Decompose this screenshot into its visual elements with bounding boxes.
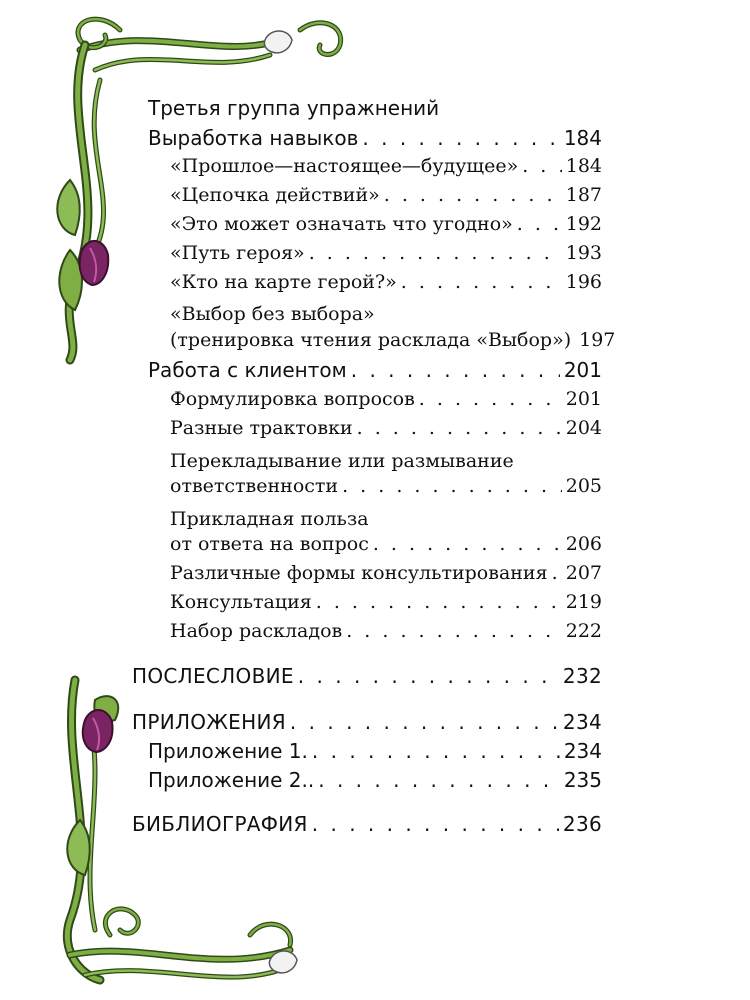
leader-dots [346, 620, 562, 642]
toc-entry-title: БИБЛИОГРАФИЯ [132, 812, 308, 836]
toc-entry[interactable] [170, 620, 602, 652]
toc-entry[interactable] [148, 768, 602, 800]
leader-dots [342, 475, 562, 497]
toc-entry-title: Разные трактовки [170, 417, 353, 439]
toc-entry[interactable] [132, 664, 602, 696]
toc-entry[interactable] [148, 358, 602, 390]
toc-entry-title: ПОСЛЕСЛОВИЕ [132, 664, 294, 688]
toc-entry-page: 207 [565, 562, 602, 584]
toc-entry-title: (тренировка чтения расклада «Выбор») [170, 329, 572, 351]
toc-entry-page: 197 [579, 329, 616, 351]
toc-entry-page: 204 [565, 417, 602, 439]
toc-entry-page: 222 [565, 620, 602, 642]
toc-entry[interactable] [170, 213, 602, 245]
toc-entry-page: 206 [565, 533, 602, 555]
toc-entry-page: 234 [562, 710, 602, 734]
toc-entry-page: 192 [565, 213, 602, 235]
leader-dots [316, 591, 562, 613]
toc-entry[interactable] [170, 533, 602, 565]
toc-entry-title: ПРИЛОЖЕНИЯ [132, 710, 286, 734]
toc-entry-page: 196 [565, 271, 602, 293]
toc-entry-title-line1: «Выбор без выбора» [170, 303, 375, 325]
toc-entry[interactable] [170, 417, 602, 449]
leader-dots [552, 562, 562, 584]
toc-entry-page: 201 [563, 358, 602, 382]
toc-entry-page: 235 [563, 768, 602, 792]
toc-entry[interactable] [148, 739, 602, 771]
toc-entry-title: Различные формы консультирования [170, 562, 548, 584]
toc-entry[interactable] [170, 329, 616, 361]
toc-entry-page: 193 [565, 242, 602, 264]
leader-dots [351, 358, 560, 382]
toc-entry-page: 201 [565, 388, 602, 410]
leader-dots [401, 271, 562, 293]
toc-entry-title: Выработка навыков [148, 126, 359, 150]
toc-entry-title: «Цепочка действий» [170, 184, 380, 206]
leader-dots [384, 184, 562, 206]
toc-entry[interactable] [170, 388, 602, 420]
leader-dots [290, 710, 559, 734]
leader-dots [312, 812, 559, 836]
toc-entry-title: Приложение 2.. [148, 768, 315, 792]
leader-dots [419, 388, 562, 410]
toc-entry[interactable] [170, 155, 602, 187]
leader-dots [357, 417, 562, 439]
toc-entry-title: Приложение 1. [148, 739, 308, 763]
toc-entry-page: 184 [563, 126, 602, 150]
leader-dots [298, 664, 559, 688]
toc-entry-page: 236 [562, 812, 602, 836]
toc-entry[interactable] [170, 242, 602, 274]
toc-entry-title-line1: Перекладывание или размывание [170, 450, 514, 472]
toc-entry-title: «Прошлое—настоящее—будущее» [170, 155, 519, 177]
toc-entry[interactable] [170, 591, 602, 623]
toc-entry-title: от ответа на вопрос [170, 533, 369, 555]
leader-dots [312, 739, 560, 763]
toc-entry-title: «Путь героя» [170, 242, 305, 264]
toc-entry-page: 219 [565, 591, 602, 613]
toc-entry-title-line1: Прикладная польза [170, 508, 369, 530]
leader-dots [517, 213, 562, 235]
group-heading: Третья группа упражнений [148, 96, 440, 120]
toc-entry[interactable] [170, 475, 602, 507]
toc-entry[interactable] [132, 710, 602, 742]
toc-entry-title: ответственности [170, 475, 339, 497]
toc-entry[interactable] [170, 184, 602, 216]
leader-dots [362, 126, 559, 150]
toc-entry-title: Набор раскладов [170, 620, 343, 642]
toc-entry-title: «Кто на карте герой?» [170, 271, 397, 293]
toc-entry[interactable] [170, 271, 602, 303]
leader-dots [522, 155, 562, 177]
toc-entry-page: 234 [563, 739, 602, 763]
toc-entry[interactable] [148, 126, 602, 158]
leader-dots [318, 768, 560, 792]
toc-entry-page: 232 [562, 664, 602, 688]
toc-entry-title: Консультация [170, 591, 312, 613]
leader-dots [309, 242, 562, 264]
toc-entry[interactable] [132, 812, 602, 844]
toc-entry-title: «Это может означать что угодно» [170, 213, 513, 235]
toc-entry-page: 205 [565, 475, 602, 497]
toc-entry-title: Работа с клиентом [148, 358, 347, 382]
toc-entry-title: Формулировка вопросов [170, 388, 415, 410]
toc-entry[interactable] [170, 562, 602, 594]
toc-entry-page: 187 [565, 184, 602, 206]
leader-dots [373, 533, 562, 555]
toc-entry-page: 184 [565, 155, 602, 177]
